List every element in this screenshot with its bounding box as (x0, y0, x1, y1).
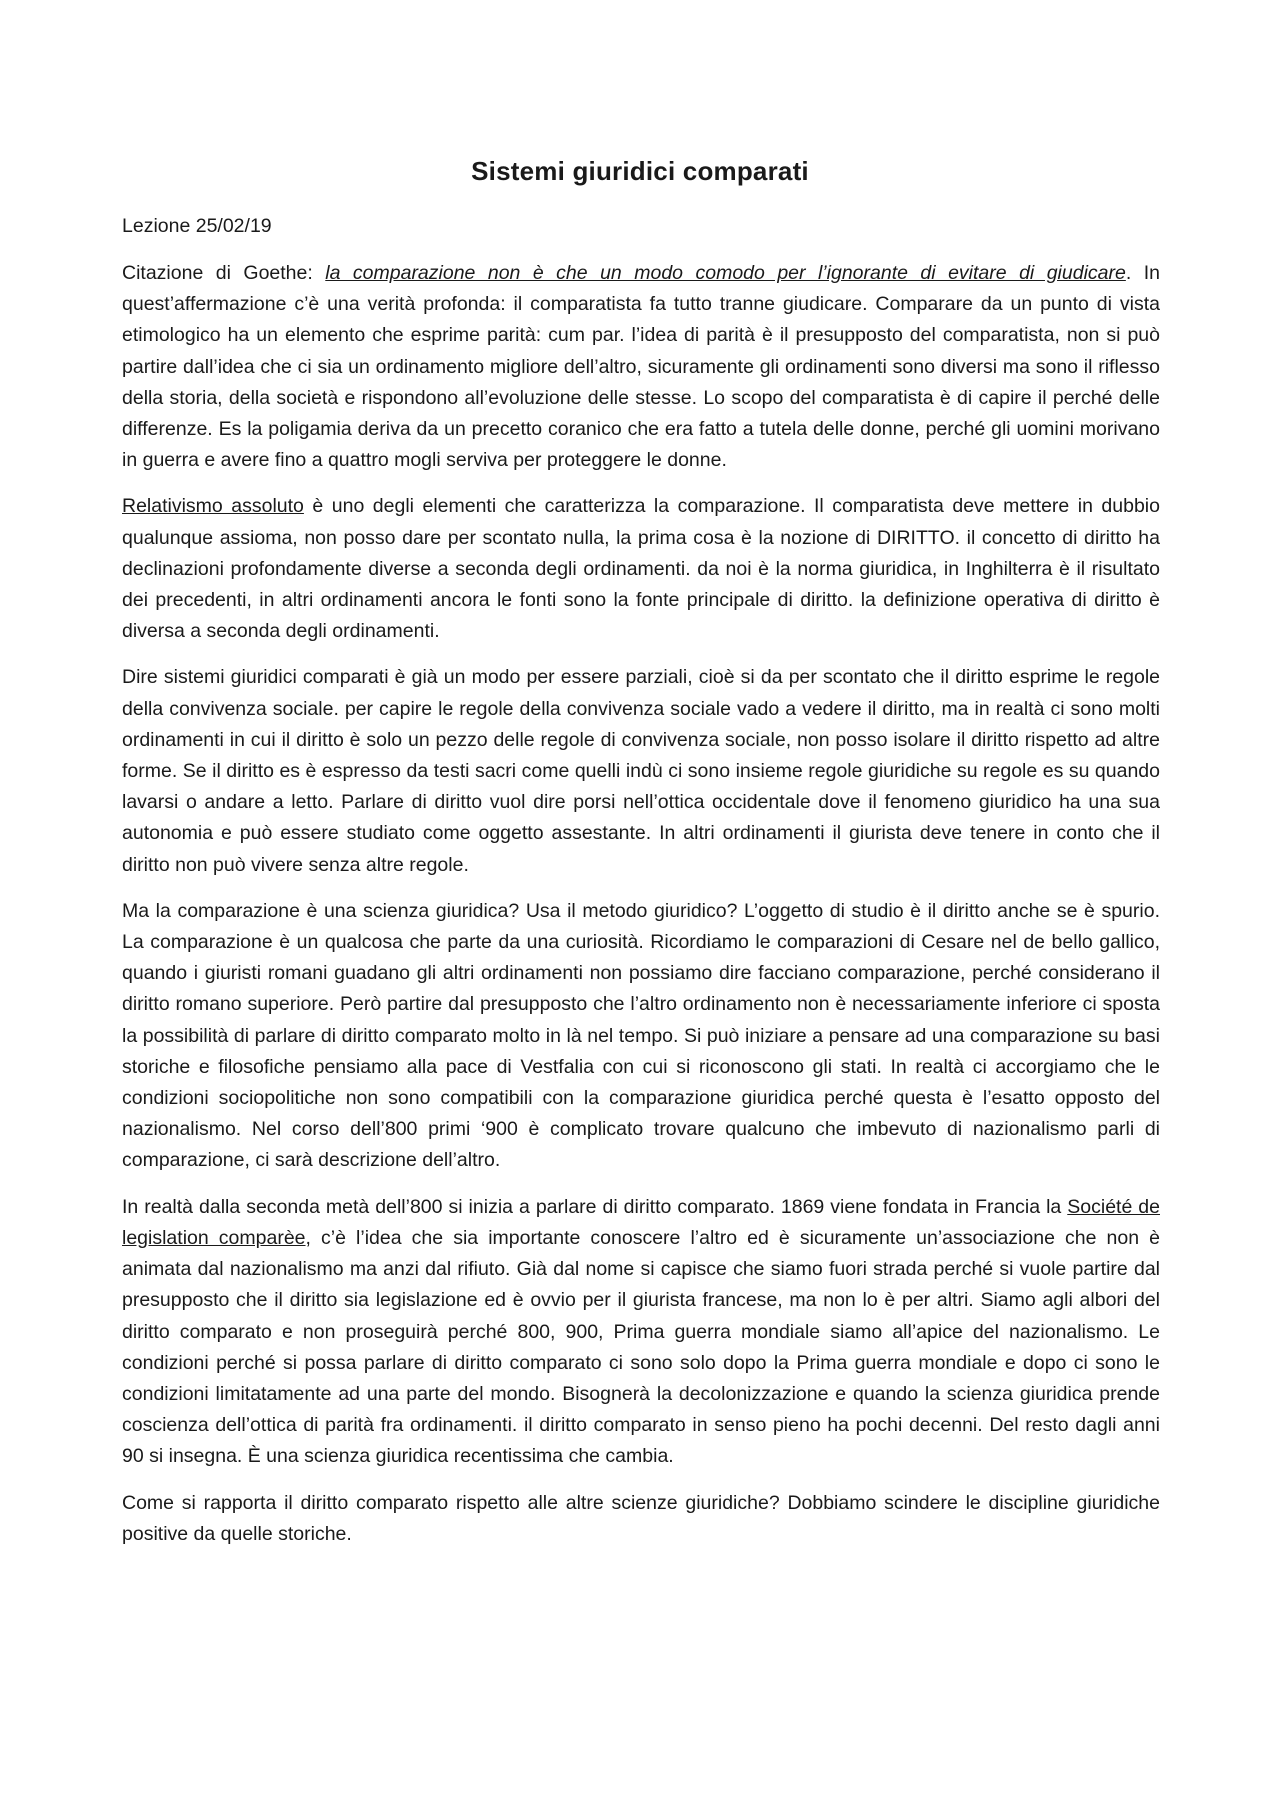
paragraph-text: Come si rapporta il diritto comparato rispetto alle altre scienze giuridiche? Dobbiamo scindere le discipline giuridiche positive da quelle storiche. (122, 1491, 1160, 1545)
term-relativismo-assoluto: Relativismo assoluto (122, 495, 304, 518)
paragraph-text: . In quest’affermazione c’è una verità profonda: il comparatista fa tutto tranne giudicare. Comparare da un punto di vista etimologico ha un elemento che esprime parità: cum par. l’idea di parità è il presupposto del comparatista, non si può partire dall’idea che ci sia un ordinamento migliore dell’altro, sicuramente gli ordinamenti sono diversi ma sono il riflesso della storia, della società e rispondono all’evoluzione delle stesse. Lo scopo del comparatista è di capire il perché delle differenze. Es la poligamia deriva da un precetto coranico che era fatto a tutela delle donne, perché gli uomini morivano in guerra e avere fino a quattro mogli serviva per proteggere le donne. (122, 262, 1160, 472)
goethe-quote: la comparazione non è che un modo comodo per l’ignorante di evitare di giudicare (325, 262, 1126, 284)
term-societe-legislation: Société de legislation comparèe (122, 1195, 1160, 1249)
paragraph-scienza-giuridica (122, 896, 1160, 1177)
paragraph-rapporto (122, 1488, 1160, 1550)
paragraph-lead: In realtà dalla seconda metà dell’800 si inizia a parlare di diritto comparato. 1869 viene fondata in Francia la (122, 1195, 1068, 1218)
document-body (122, 258, 1160, 1565)
paragraph-sistemi (122, 662, 1160, 880)
paragraph-text: Dire sistemi giuridici comparati è già un modo per essere parziali, cioè si da per scontato che il diritto esprime le regole della convivenza sociale. per capire le regole della convivenza sociale vado a vedere il diritto, ma in realtà ci sono molti ordinamenti in cui il diritto è solo un pezzo delle regole di convivenza sociale, non posso isolare il diritto rispetto ad altre forme. Se il diritto es è espresso da testi sacri come quelli indù ci sono insieme regole giuridiche su regole es su quando lavarsi o andare a letto. Parlare di diritto vuol dire porsi nell’ottica occidentale dove il fenomeno giuridico ha una sua autonomia e può essere studiato come oggetto assestante. In altri ordinamenti il giurista deve tenere in conto che il diritto non può vivere senza altre regole. (122, 666, 1160, 876)
paragraph-text: , c’è l’idea che sia importante conoscere l’altro ed è sicuramente un’associazione che non è animata dal nazionalismo ma anzi dal rifiuto. Già dal nome si capisce che siamo fuori strada perché si vuole partire dal presupposto che il diritto sia legislazione ed è ovvio per il giurista francese, ma non lo è per altri. Siamo agli albori del diritto comparato e non proseguirà perché 800, 900, Prima guerra mondiale siamo all’apice del nazionalismo. Le condizioni perché si possa parlare di diritto comparato ci sono solo dopo la Prima guerra mondiale e dopo ci sono le condizioni limitatamente ad una parte del mondo. Bisognerà la decolonizzazione e quando la scienza giuridica prende coscienza dell’ottica di parità fra ordinamenti. il diritto comparato in senso pieno ha pochi decenni. Del resto dagli anni 90 si insegna. È una scienza giuridica recentissima che cambia. (122, 1226, 1160, 1468)
page-title: Sistemi giuridici comparati (471, 156, 809, 186)
paragraph-goethe (122, 258, 1160, 476)
paragraph-text: Ma la comparazione è una scienza giuridica? Usa il metodo giuridico? L’oggetto di studio è il diritto anche se è spurio. La comparazione è un qualcosa che parte da una curiosità. Ricordiamo le comparazioni di Cesare nel de bello gallico, quando i giuristi romani guadano gli altri ordinamenti non possiamo dire facciano comparazione, perché considerano il diritto romano superiore. Però partire dal presupposto che l’altro ordinamento non è necessariamente inferiore ci sposta la possibilità di parlare di diritto comparato molto in là nel tempo. Si può iniziare a pensare ad una comparazione su basi storiche e filosofiche pensiamo alla pace di Vestfalia con cui si riconoscono gli stati. In realtà ci accorgiamo che le condizioni sociopolitiche non sono compatibili con la comparazione giuridica perché questa è l’esatto opposto del nazionalismo. Nel corso dell’800 primi ‘900 è complicato trovare qualcuno che imbevuto di nazionalismo parli di comparazione, ci sarà descrizione dell’altro. (122, 899, 1160, 1172)
paragraph-storia (122, 1192, 1160, 1473)
lesson-date: Lezione 25/02/19 (122, 215, 272, 237)
paragraph-text: è uno degli elementi che caratterizza la comparazione. Il comparatista deve mettere in dubbio qualunque assioma, non posso dare per scontato nulla, la prima cosa è la nozione di DIRITTO. il concetto di diritto ha declinazioni profondamente diverse a seconda degli ordinamenti. da noi è la norma giuridica, in Inghilterra è il risultato dei precedenti, in altri ordinamenti ancora le fonti sono la fonte principale di diritto. la definizione operativa di diritto è diversa a seconda degli ordinamenti. (122, 495, 1160, 643)
paragraph-relativismo (122, 491, 1160, 647)
paragraph-lead: Citazione di Goethe: (122, 262, 326, 284)
